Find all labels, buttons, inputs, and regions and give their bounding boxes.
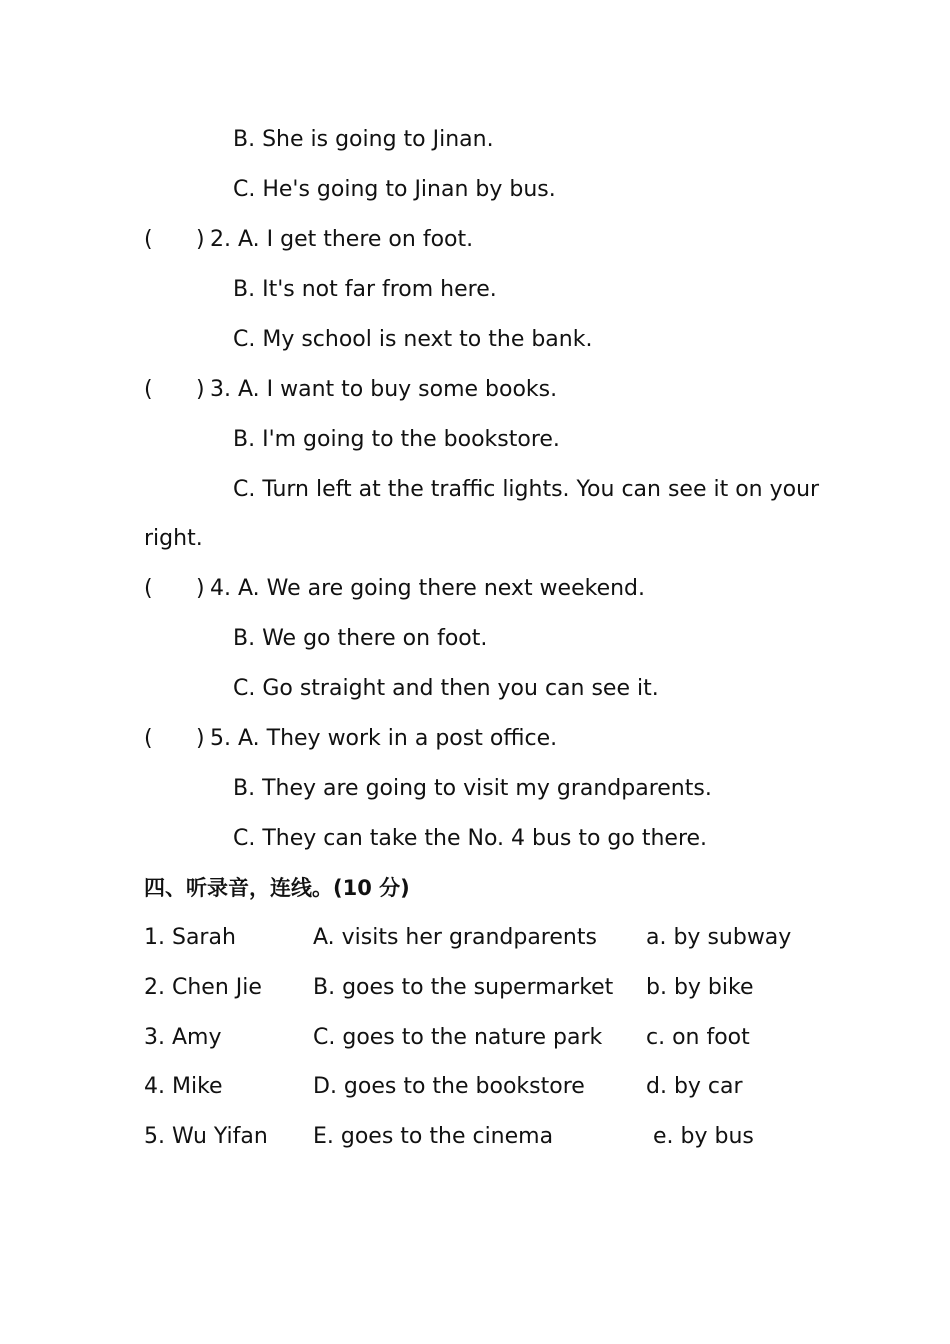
q4-open-paren: (	[144, 576, 153, 601]
section-heading: 四、听录音，连线。(10 分)	[144, 876, 410, 900]
match-person: 3. Amy	[144, 1025, 222, 1050]
q4-option-b: B. We go there on foot.	[233, 626, 488, 651]
match-activity: E. goes to the cinema	[313, 1124, 554, 1149]
match-transport: a. by subway	[646, 925, 792, 950]
q2-open-paren: (	[144, 227, 153, 252]
q3-close-paren: )	[196, 377, 205, 402]
match-transport: c. on foot	[646, 1025, 750, 1050]
q2-option-c: C. My school is next to the bank.	[233, 327, 593, 352]
match-person: 1. Sarah	[144, 925, 236, 950]
q3-open-paren: (	[144, 377, 153, 402]
match-activity: A. visits her grandparents	[313, 925, 597, 950]
q5-option-c: C. They can take the No. 4 bus to go there.	[233, 826, 708, 851]
q5-close-paren: )	[196, 726, 205, 751]
match-person: 2. Chen Jie	[144, 975, 262, 1000]
match-activity: D. goes to the bookstore	[313, 1074, 585, 1099]
q4-option-c: C. Go straight and then you can see it.	[233, 676, 659, 701]
q3-option-c-continuation: right.	[144, 526, 203, 551]
q5-option-b: B. They are going to visit my grandparents.	[233, 776, 712, 801]
q2-option-a: 2. A. I get there on foot.	[210, 227, 474, 252]
q1-option-b: B. She is going to Jinan.	[233, 127, 494, 152]
match-transport: e. by bus	[646, 1124, 754, 1149]
match-activity: C. goes to the nature park	[313, 1025, 603, 1050]
q1-option-c: C. He's going to Jinan by bus.	[233, 177, 556, 202]
match-activity: B. goes to the supermarket	[313, 975, 614, 1000]
match-transport: b. by bike	[646, 975, 754, 1000]
q3-option-a: 3. A. I want to buy some books.	[210, 377, 558, 402]
q4-close-paren: )	[196, 576, 205, 601]
q4-option-a: 4. A. We are going there next weekend.	[210, 576, 646, 601]
match-transport: d. by car	[646, 1074, 743, 1099]
match-person: 5. Wu Yifan	[144, 1124, 268, 1149]
match-person: 4. Mike	[144, 1074, 223, 1099]
q2-option-b: B. It's not far from here.	[233, 277, 497, 302]
q2-close-paren: )	[196, 227, 205, 252]
q5-option-a: 5. A. They work in a post office.	[210, 726, 558, 751]
q3-option-b: B. I'm going to the bookstore.	[233, 427, 560, 452]
q5-open-paren: (	[144, 726, 153, 751]
q3-option-c: C. Turn left at the traffic lights. You can see it on your	[233, 477, 820, 502]
